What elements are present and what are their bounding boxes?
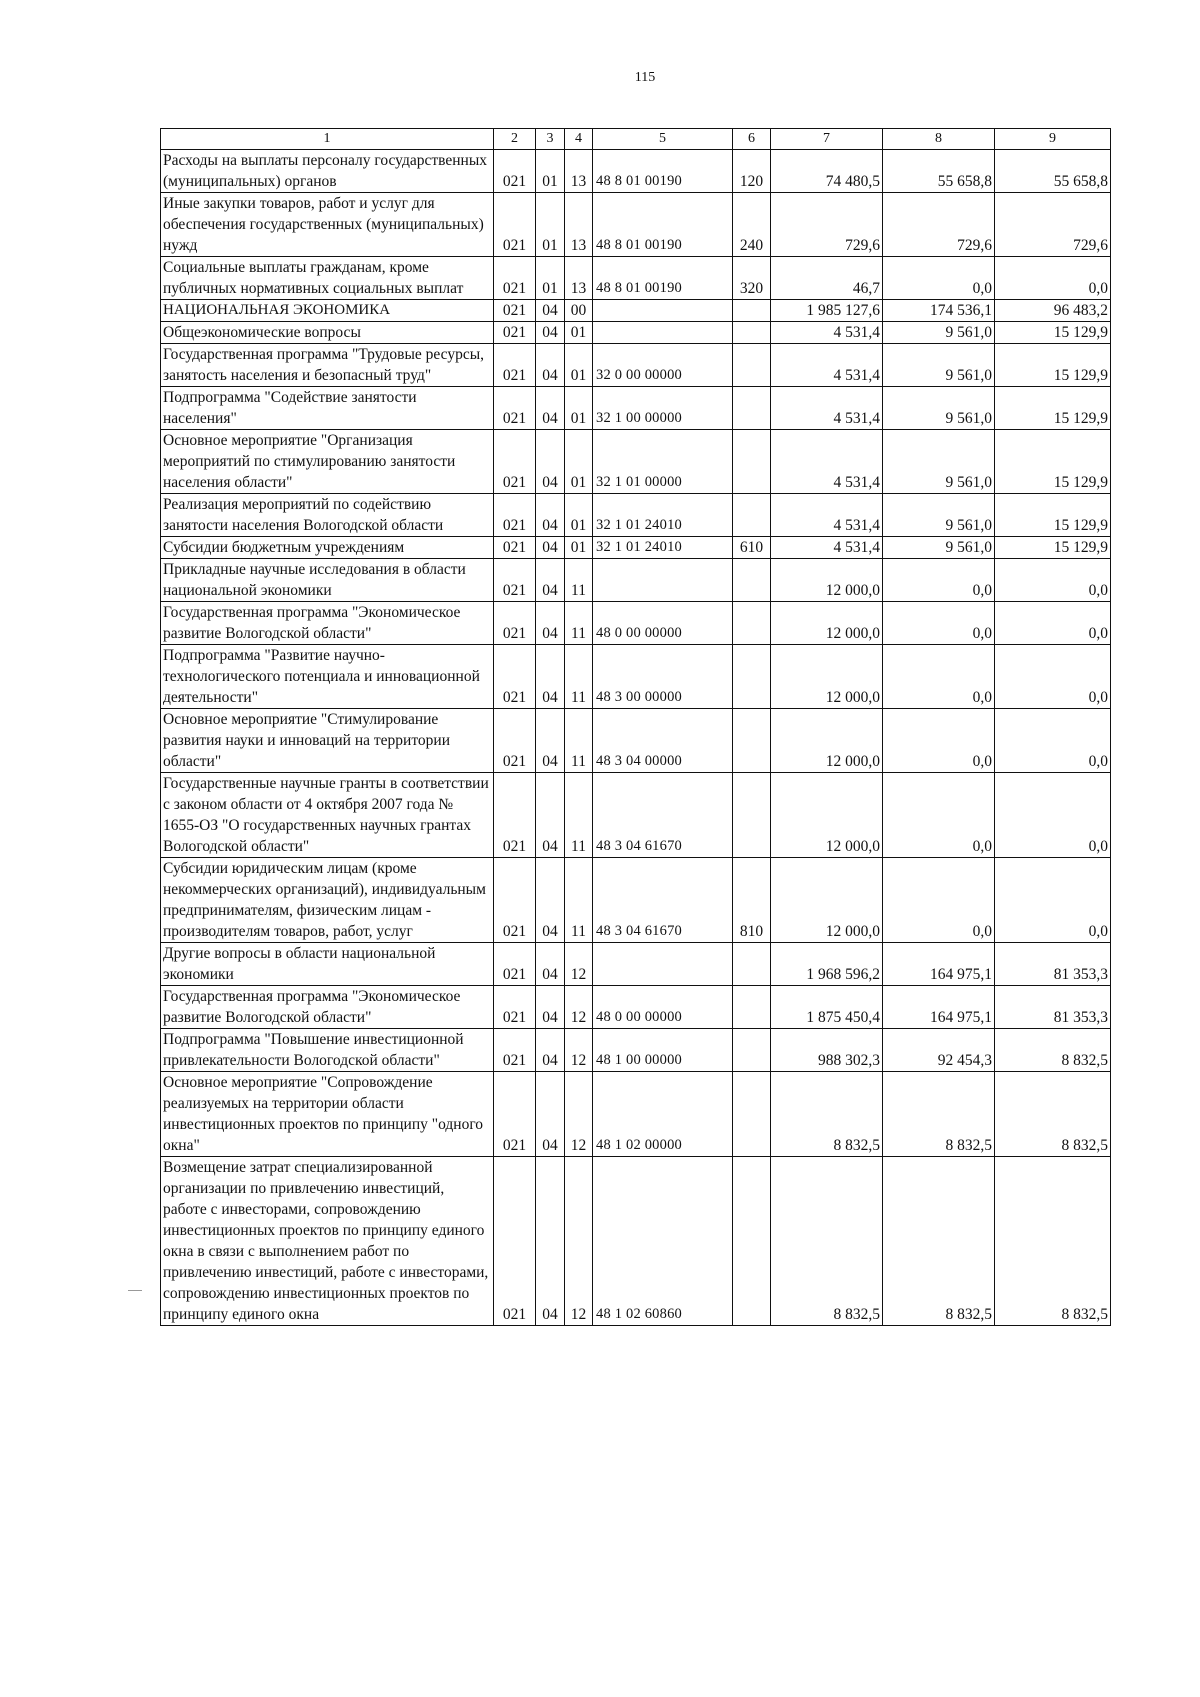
subsection-code-cell: 11 (565, 773, 593, 858)
table-row (161, 986, 1111, 1029)
amount-col9-cell: 8 832,5 (995, 1029, 1111, 1072)
amount-col8-cell: 9 561,0 (883, 322, 995, 344)
target-article-cell (593, 943, 733, 986)
amount-col8-cell: 174 536,1 (883, 300, 995, 322)
target-article-cell: 48 0 00 00000 (593, 986, 733, 1029)
gr-code-cell: 021 (494, 387, 536, 430)
subsection-code-cell: 11 (565, 559, 593, 602)
subsection-code-cell: 11 (565, 709, 593, 773)
row-name-cell: Государственная программа "Трудовые ресурсы, занятость населения и безопасный труд" (161, 344, 494, 387)
target-article-cell: 48 0 00 00000 (593, 602, 733, 645)
subsection-code-cell: 12 (565, 1072, 593, 1157)
section-code-cell: 04 (536, 986, 565, 1029)
page-number: 115 (634, 70, 656, 85)
table-row (161, 387, 1111, 430)
target-article-cell: 48 1 00 00000 (593, 1029, 733, 1072)
amount-col9-cell: 0,0 (995, 773, 1111, 858)
expense-type-cell: 120 (733, 150, 771, 193)
expense-type-cell (733, 1029, 771, 1072)
amount-col9-cell: 15 129,9 (995, 494, 1111, 537)
amount-col8-cell: 9 561,0 (883, 537, 995, 559)
gr-code-cell: 021 (494, 559, 536, 602)
expense-type-cell (733, 430, 771, 494)
subsection-code-cell: 13 (565, 193, 593, 257)
target-article-cell: 32 1 01 24010 (593, 494, 733, 537)
amount-col8-cell: 9 561,0 (883, 494, 995, 537)
section-code-cell: 04 (536, 494, 565, 537)
section-code-cell: 01 (536, 150, 565, 193)
row-name-cell: Субсидии бюджетным учреждениям (161, 537, 494, 559)
amount-col7-cell: 4 531,4 (771, 430, 883, 494)
amount-col7-cell: 12 000,0 (771, 645, 883, 709)
header-cell: 7 (771, 129, 883, 150)
amount-col9-cell: 8 832,5 (995, 1072, 1111, 1157)
subsection-code-cell: 12 (565, 986, 593, 1029)
expense-type-cell: 610 (733, 537, 771, 559)
amount-col7-cell: 12 000,0 (771, 559, 883, 602)
amount-col9-cell: 0,0 (995, 645, 1111, 709)
target-article-cell: 48 3 04 00000 (593, 709, 733, 773)
expense-type-cell (733, 943, 771, 986)
amount-col8-cell: 55 658,8 (883, 150, 995, 193)
gr-code-cell: 021 (494, 773, 536, 858)
row-name-cell: Иные закупки товаров, работ и услуг для обеспечения государственных (муниципальных) нужд (161, 193, 494, 257)
target-article-cell: 32 1 01 24010 (593, 537, 733, 559)
gr-code-cell: 021 (494, 322, 536, 344)
section-code-cell: 04 (536, 943, 565, 986)
amount-col7-cell: 46,7 (771, 257, 883, 300)
row-name-cell: Расходы на выплаты персоналу государственных (муниципальных) органов (161, 150, 494, 193)
target-article-cell (593, 559, 733, 602)
expense-type-cell (733, 602, 771, 645)
section-code-cell: 04 (536, 1157, 565, 1326)
amount-col8-cell: 0,0 (883, 858, 995, 943)
row-name-cell: Государственная программа "Экономическое развитие Вологодской области" (161, 986, 494, 1029)
subsection-code-cell: 11 (565, 858, 593, 943)
amount-col8-cell: 164 975,1 (883, 986, 995, 1029)
gr-code-cell: 021 (494, 257, 536, 300)
section-code-cell: 04 (536, 430, 565, 494)
row-name-cell: Подпрограмма "Повышение инвестиционной привлекательности Вологодской области" (161, 1029, 494, 1072)
header-row (161, 129, 1111, 150)
row-name-cell: Подпрограмма "Развитие научно-технологического потенциала и инновационной деятельности" (161, 645, 494, 709)
section-code-cell: 04 (536, 602, 565, 645)
section-code-cell: 04 (536, 322, 565, 344)
amount-col8-cell: 9 561,0 (883, 430, 995, 494)
table-row (161, 645, 1111, 709)
section-code-cell: 04 (536, 858, 565, 943)
gr-code-cell: 021 (494, 150, 536, 193)
amount-col8-cell: 0,0 (883, 257, 995, 300)
amount-col8-cell: 164 975,1 (883, 943, 995, 986)
table-row (161, 344, 1111, 387)
row-name-cell: Общеэкономические вопросы (161, 322, 494, 344)
amount-col7-cell: 8 832,5 (771, 1157, 883, 1326)
section-code-cell: 04 (536, 773, 565, 858)
expense-type-cell (733, 645, 771, 709)
target-article-cell: 48 8 01 00190 (593, 257, 733, 300)
subsection-code-cell: 00 (565, 300, 593, 322)
amount-col7-cell: 8 832,5 (771, 1072, 883, 1157)
table-row (161, 322, 1111, 344)
amount-col9-cell: 0,0 (995, 602, 1111, 645)
section-code-cell: 01 (536, 257, 565, 300)
subsection-code-cell: 11 (565, 602, 593, 645)
row-name-cell: Подпрограмма "Содействие занятости населения" (161, 387, 494, 430)
amount-col9-cell: 0,0 (995, 709, 1111, 773)
target-article-cell: 48 1 02 00000 (593, 1072, 733, 1157)
target-article-cell: 48 8 01 00190 (593, 193, 733, 257)
header-cell: 2 (494, 129, 536, 150)
table-row (161, 1157, 1111, 1326)
row-name-cell: Другие вопросы в области национальной экономики (161, 943, 494, 986)
amount-col8-cell: 0,0 (883, 709, 995, 773)
header-cell: 1 (161, 129, 494, 150)
gr-code-cell: 021 (494, 1072, 536, 1157)
row-name-cell: Возмещение затрат специализированной организации по привлечению инвестиций, работе с инвесторами, сопровождению инвестиционных проектов по принципу единого окна в связи с выполнением работ по привлечению инвестиций, работе с инвесторами, сопровождению инвестиционных проектов по принципу единого окна (161, 1157, 494, 1326)
section-code-cell: 04 (536, 344, 565, 387)
table-row (161, 602, 1111, 645)
subsection-code-cell: 01 (565, 537, 593, 559)
target-article-cell: 48 3 04 61670 (593, 858, 733, 943)
table-row (161, 709, 1111, 773)
section-code-cell: 04 (536, 387, 565, 430)
amount-col9-cell: 15 129,9 (995, 537, 1111, 559)
amount-col9-cell: 15 129,9 (995, 387, 1111, 430)
header-cell: 6 (733, 129, 771, 150)
amount-col8-cell: 8 832,5 (883, 1072, 995, 1157)
target-article-cell: 32 1 01 00000 (593, 430, 733, 494)
amount-col7-cell: 1 968 596,2 (771, 943, 883, 986)
expense-type-cell (733, 387, 771, 430)
subsection-code-cell: 12 (565, 1029, 593, 1072)
amount-col9-cell: 81 353,3 (995, 986, 1111, 1029)
target-article-cell: 32 0 00 00000 (593, 344, 733, 387)
amount-col9-cell: 0,0 (995, 858, 1111, 943)
expense-type-cell (733, 559, 771, 602)
amount-col7-cell: 1 985 127,6 (771, 300, 883, 322)
amount-col9-cell: 15 129,9 (995, 344, 1111, 387)
target-article-cell: 48 8 01 00190 (593, 150, 733, 193)
scan-mark (128, 1290, 142, 1291)
row-name-cell: Основное мероприятие "Стимулирование развития науки и инноваций на территории области" (161, 709, 494, 773)
amount-col7-cell: 729,6 (771, 193, 883, 257)
expense-type-cell (733, 773, 771, 858)
gr-code-cell: 021 (494, 645, 536, 709)
subsection-code-cell: 01 (565, 494, 593, 537)
subsection-code-cell: 01 (565, 344, 593, 387)
amount-col8-cell: 0,0 (883, 602, 995, 645)
amount-col9-cell: 55 658,8 (995, 150, 1111, 193)
amount-col7-cell: 74 480,5 (771, 150, 883, 193)
amount-col7-cell: 12 000,0 (771, 858, 883, 943)
table-row (161, 1072, 1111, 1157)
amount-col9-cell: 81 353,3 (995, 943, 1111, 986)
expense-type-cell (733, 322, 771, 344)
amount-col8-cell: 92 454,3 (883, 1029, 995, 1072)
row-name-cell: Социальные выплаты гражданам, кроме публичных нормативных социальных выплат (161, 257, 494, 300)
amount-col8-cell: 0,0 (883, 773, 995, 858)
amount-col7-cell: 4 531,4 (771, 322, 883, 344)
header-cell: 3 (536, 129, 565, 150)
row-name-cell: Субсидии юридическим лицам (кроме некоммерческих организаций), индивидуальным предпринимателям, физическим лицам - производителям товаров, работ, услуг (161, 858, 494, 943)
target-article-cell: 48 3 00 00000 (593, 645, 733, 709)
section-code-cell: 01 (536, 193, 565, 257)
expense-type-cell (733, 494, 771, 537)
amount-col7-cell: 12 000,0 (771, 709, 883, 773)
row-name-cell: Реализация мероприятий по содействию занятости населения Вологодской области (161, 494, 494, 537)
amount-col8-cell: 729,6 (883, 193, 995, 257)
row-name-cell: Основное мероприятие "Сопровождение реализуемых на территории области инвестиционных проектов по принципу "одного окна" (161, 1072, 494, 1157)
gr-code-cell: 021 (494, 858, 536, 943)
expense-type-cell: 320 (733, 257, 771, 300)
subsection-code-cell: 12 (565, 1157, 593, 1326)
expense-type-cell (733, 300, 771, 322)
gr-code-cell: 021 (494, 193, 536, 257)
amount-col9-cell: 0,0 (995, 257, 1111, 300)
expense-type-cell (733, 709, 771, 773)
amount-col8-cell: 9 561,0 (883, 387, 995, 430)
subsection-code-cell: 13 (565, 257, 593, 300)
amount-col7-cell: 1 875 450,4 (771, 986, 883, 1029)
amount-col7-cell: 4 531,4 (771, 344, 883, 387)
amount-col7-cell: 12 000,0 (771, 773, 883, 858)
subsection-code-cell: 01 (565, 430, 593, 494)
amount-col9-cell: 15 129,9 (995, 322, 1111, 344)
table-row (161, 943, 1111, 986)
amount-col7-cell: 4 531,4 (771, 537, 883, 559)
table-row (161, 537, 1111, 559)
row-name-cell: Государственная программа "Экономическое развитие Вологодской области" (161, 602, 494, 645)
amount-col7-cell: 4 531,4 (771, 494, 883, 537)
row-name-cell: Государственные научные гранты в соответствии с законом области от 4 октября 2007 года № 1655-ОЗ "О государственных научных грантах Вологодской области" (161, 773, 494, 858)
gr-code-cell: 021 (494, 430, 536, 494)
expense-type-cell (733, 344, 771, 387)
expense-type-cell: 810 (733, 858, 771, 943)
table-row (161, 300, 1111, 322)
row-name-cell: НАЦИОНАЛЬНАЯ ЭКОНОМИКА (161, 300, 494, 322)
subsection-code-cell: 13 (565, 150, 593, 193)
table-row (161, 193, 1111, 257)
amount-col9-cell: 729,6 (995, 193, 1111, 257)
amount-col7-cell: 988 302,3 (771, 1029, 883, 1072)
gr-code-cell: 021 (494, 709, 536, 773)
target-article-cell: 32 1 00 00000 (593, 387, 733, 430)
row-name-cell: Основное мероприятие "Организация мероприятий по стимулированию занятости населения области" (161, 430, 494, 494)
target-article-cell: 48 3 04 61670 (593, 773, 733, 858)
subsection-code-cell: 01 (565, 387, 593, 430)
amount-col9-cell: 8 832,5 (995, 1157, 1111, 1326)
gr-code-cell: 021 (494, 1157, 536, 1326)
table-row (161, 430, 1111, 494)
subsection-code-cell: 01 (565, 322, 593, 344)
amount-col8-cell: 0,0 (883, 559, 995, 602)
table-row (161, 257, 1111, 300)
target-article-cell (593, 300, 733, 322)
gr-code-cell: 021 (494, 1029, 536, 1072)
expense-type-cell: 240 (733, 193, 771, 257)
amount-col9-cell: 0,0 (995, 559, 1111, 602)
table-row (161, 559, 1111, 602)
expense-type-cell (733, 1072, 771, 1157)
table-row (161, 150, 1111, 193)
gr-code-cell: 021 (494, 344, 536, 387)
header-cell: 8 (883, 129, 995, 150)
row-name-cell: Прикладные научные исследования в области национальной экономики (161, 559, 494, 602)
section-code-cell: 04 (536, 1029, 565, 1072)
budget-table (160, 128, 1111, 1326)
section-code-cell: 04 (536, 709, 565, 773)
subsection-code-cell: 12 (565, 943, 593, 986)
amount-col7-cell: 12 000,0 (771, 602, 883, 645)
section-code-cell: 04 (536, 1072, 565, 1157)
gr-code-cell: 021 (494, 300, 536, 322)
amount-col8-cell: 8 832,5 (883, 1157, 995, 1326)
amount-col8-cell: 0,0 (883, 645, 995, 709)
table-row (161, 773, 1111, 858)
table-row (161, 858, 1111, 943)
section-code-cell: 04 (536, 559, 565, 602)
expense-type-cell (733, 1157, 771, 1326)
gr-code-cell: 021 (494, 602, 536, 645)
table-row (161, 494, 1111, 537)
gr-code-cell: 021 (494, 943, 536, 986)
amount-col8-cell: 9 561,0 (883, 344, 995, 387)
gr-code-cell: 021 (494, 537, 536, 559)
header-cell: 9 (995, 129, 1111, 150)
amount-col7-cell: 4 531,4 (771, 387, 883, 430)
section-code-cell: 04 (536, 645, 565, 709)
header-cell: 5 (593, 129, 733, 150)
target-article-cell (593, 322, 733, 344)
expense-type-cell (733, 986, 771, 1029)
header-cell: 4 (565, 129, 593, 150)
target-article-cell: 48 1 02 60860 (593, 1157, 733, 1326)
table-row (161, 1029, 1111, 1072)
gr-code-cell: 021 (494, 986, 536, 1029)
section-code-cell: 04 (536, 537, 565, 559)
section-code-cell: 04 (536, 300, 565, 322)
subsection-code-cell: 11 (565, 645, 593, 709)
amount-col9-cell: 15 129,9 (995, 430, 1111, 494)
gr-code-cell: 021 (494, 494, 536, 537)
amount-col9-cell: 96 483,2 (995, 300, 1111, 322)
